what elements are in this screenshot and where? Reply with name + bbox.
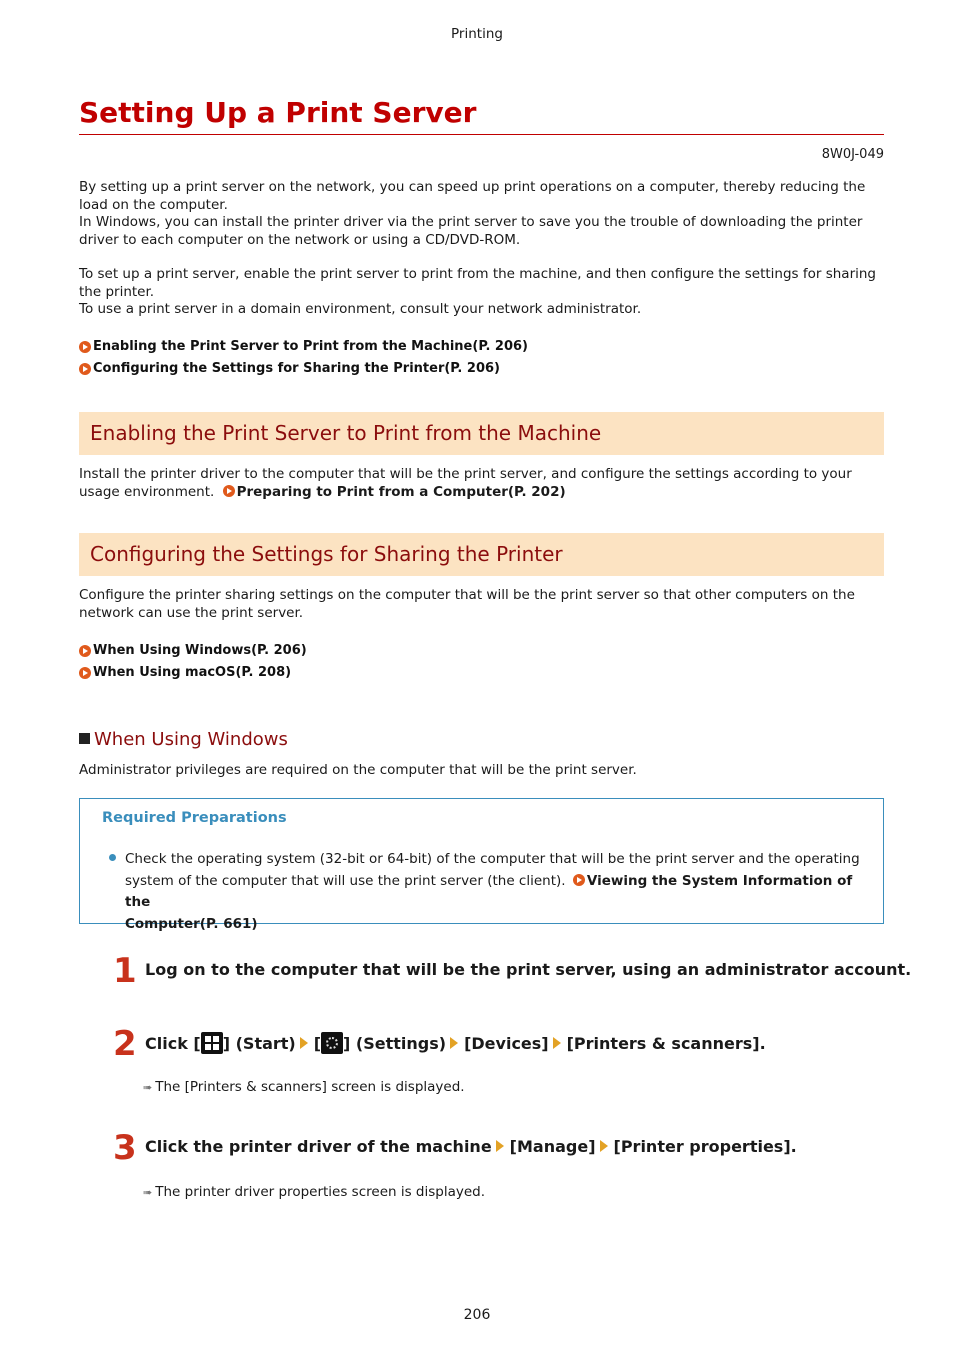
- square-bullet-icon: [79, 733, 90, 744]
- link-label: When Using macOS(P. 208): [93, 665, 292, 680]
- step-3-text: [145, 1136, 797, 1158]
- toc-link-enabling[interactable]: [79, 338, 528, 356]
- step-number: 1: [113, 951, 137, 991]
- result-arrow-icon: ➠: [143, 1186, 153, 1199]
- link-preparing[interactable]: Preparing to Print from a Computer(P. 202): [236, 483, 566, 500]
- step-2-open: [: [313, 1034, 322, 1053]
- document-id: 8W0J-049: [821, 147, 884, 162]
- windows-description: Administrator privileges are required on the computer that will be the print server.: [79, 762, 637, 778]
- subsection-heading-windows: [79, 731, 288, 749]
- section1-line-2: [79, 484, 884, 502]
- step-number: 2: [113, 1024, 137, 1064]
- link-when-using-macos[interactable]: [79, 664, 291, 682]
- step-3-result-text: The printer driver properties screen is displayed.: [155, 1184, 486, 1200]
- link-arrow-icon: [79, 363, 91, 375]
- link-arrow-icon: [79, 667, 91, 679]
- intro-line: load on the computer.: [79, 196, 228, 213]
- toc-link-configuring[interactable]: [79, 360, 500, 378]
- step-3-properties: [Printer properties].: [613, 1137, 797, 1156]
- step-2-text: [145, 1032, 766, 1055]
- section1-line-text: usage environment.: [79, 483, 215, 500]
- settings-gear-icon: [321, 1032, 343, 1054]
- section2-paragraph: [79, 587, 884, 622]
- required-preparations-box: [79, 798, 884, 932]
- step-2-click: Click [: [145, 1034, 201, 1053]
- intro-line: driver to each computer on the network or using a CD/DVD-ROM.: [79, 231, 521, 248]
- section2-line: network can use the print server.: [79, 604, 304, 621]
- intro-paragraph-1: [79, 179, 884, 249]
- link-label: Configuring the Settings for Sharing the Printer(P. 206): [93, 361, 500, 376]
- arrow-right-icon: [600, 1140, 608, 1152]
- section2-line: Configure the printer sharing settings on the computer that will be the print server so that other computers on the: [79, 587, 855, 603]
- link-label: When Using Windows(P. 206): [93, 643, 307, 658]
- step-3-manage: [Manage]: [509, 1137, 596, 1156]
- step-3-click: Click the printer driver of the machine: [145, 1137, 492, 1156]
- link-system-information[interactable]: Viewing the System Information of the: [125, 872, 853, 910]
- link-arrow-icon: [223, 485, 235, 497]
- subsection-title: When Using Windows: [94, 729, 288, 750]
- page-title: Setting Up a Print Server: [79, 94, 884, 135]
- step-2-result: [143, 1079, 465, 1097]
- intro-paragraph-2: [79, 266, 884, 319]
- intro-line: the printer.: [79, 283, 155, 300]
- step-1-text: Log on to the computer that will be the print server, using an administrator account.: [145, 960, 912, 979]
- arrow-right-icon: [553, 1037, 561, 1049]
- result-arrow-icon: ➠: [143, 1081, 153, 1094]
- section-heading-configuring: Configuring the Settings for Sharing the Printer: [79, 533, 884, 576]
- link-when-using-windows[interactable]: [79, 642, 307, 660]
- arrow-right-icon: [496, 1140, 504, 1152]
- arrow-right-icon: [450, 1037, 458, 1049]
- section1-line: Install the printer driver to the computer that will be the print server, and configure the settings according to your: [79, 466, 852, 482]
- prep-line-3: [125, 914, 865, 936]
- step-number: 3: [113, 1128, 137, 1168]
- step-2-printers: [Printers & scanners].: [566, 1034, 766, 1053]
- page-number: 206: [463, 1307, 491, 1323]
- required-preparations-title: Required Preparations: [102, 810, 287, 826]
- intro-line: By setting up a print server on the network, you can speed up print operations on a computer, thereby reducing the: [79, 179, 866, 195]
- windows-start-icon: [201, 1032, 223, 1054]
- prep-line-2: [125, 871, 865, 914]
- step-2-start: ] (Start): [222, 1034, 296, 1053]
- link-arrow-icon: [573, 874, 585, 886]
- link-label: Enabling the Print Server to Print from the Machine(P. 206): [93, 339, 528, 354]
- step-2-result-text: The [Printers & scanners] screen is displayed.: [155, 1079, 465, 1095]
- step-2-settings: ] (Settings): [343, 1034, 447, 1053]
- prep-line-text: system of the computer that will use the print server (the client).: [125, 872, 566, 889]
- required-preparations-text: [125, 849, 865, 935]
- section1-paragraph: [79, 466, 884, 501]
- step-3-result: [143, 1184, 485, 1202]
- step-2-devices: [Devices]: [464, 1034, 549, 1053]
- arrow-right-icon: [300, 1037, 308, 1049]
- prep-line: Check the operating system (32-bit or 64-bit) of the computer that will be the print server and the operating: [125, 851, 860, 867]
- intro-line: In Windows, you can install the printer driver via the print server to save you the trouble of downloading the printer: [79, 214, 863, 230]
- link-system-information-page[interactable]: Computer(P. 661): [125, 915, 258, 932]
- link-arrow-icon: [79, 341, 91, 353]
- intro-line: To set up a print server, enable the print server to print from the machine, and then configure the settings for sharing: [79, 266, 877, 282]
- link-arrow-icon: [79, 645, 91, 657]
- page-header: Printing: [451, 26, 503, 42]
- section-heading-enabling: Enabling the Print Server to Print from the Machine: [79, 412, 884, 455]
- bullet-icon: [109, 854, 116, 861]
- intro-line: To use a print server in a domain environment, consult your network administrator.: [79, 301, 642, 317]
